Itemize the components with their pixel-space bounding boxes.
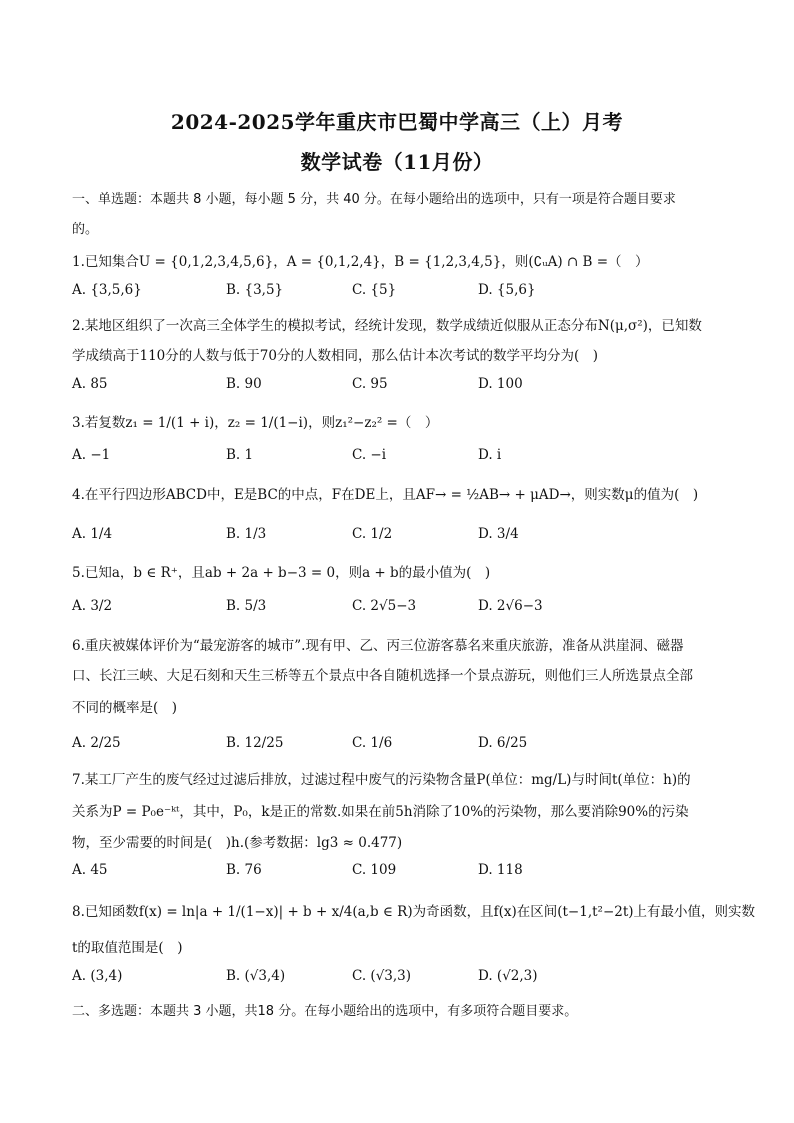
q2-option-a: A. 85 [72,376,108,392]
section1-heading-line1: 一、单选题：本题共 8 小题，每小题 5 分，共 40 分。在每小题给出的选项中，只有一项是符合题目要求 [72,192,676,207]
q8-option-b: B. (√3,4) [226,968,286,984]
q7-stem-line3: 物，至少需要的时间是( )h.(参考数据：lg3 ≈ 0.477) [72,835,403,851]
q6-stem-line3: 不同的概率是( ) [72,700,178,716]
q8-stem-line1: 8.已知函数f(x) = ln|a + 1/(1−x)| + b + x/4(a,b ∈ R)为奇函数，且f(x)在区间(t−1,t²−2t)上有最小值，则实数 [72,904,756,920]
q8-stem-line2: t的取值范围是( ) [72,940,183,956]
q6-stem-line1: 6.重庆被媒体评价为“最宠游客的城市”.现有甲、乙、丙三位游客慕名来重庆旅游，准备从洪崖洞、磁器 [72,638,684,654]
q6-option-a: A. 2/25 [72,735,121,751]
q7-option-c: C. 109 [352,862,397,878]
q7-option-a: A. 45 [72,862,108,878]
q7-option-b: B. 76 [226,862,262,878]
q8-option-a: A. (3,4) [72,968,123,984]
q2-option-c: C. 95 [352,376,388,392]
q5-option-a: A. 3/2 [72,598,113,614]
q7-stem-line2: 关系为P = P₀e⁻ᵏᵗ，其中，P₀，k是正的常数.如果在前5h消除了10%的污染物，那么要消除90%的污染 [72,804,689,820]
page-subtitle: 数学试卷（11月份） [300,150,494,174]
q5-option-d: D. 2√6−3 [478,598,543,614]
q2-stem-line1: 2.某地区组织了一次高三全体学生的模拟考试，经统计发现，数学成绩近似服从正态分布N(μ,σ²)，已知数 [72,318,702,334]
q3-option-b: B. 1 [226,447,254,463]
q3-option-c: C. −i [352,447,387,463]
q4-stem: 4.在平行四边形ABCD中，E是BC的中点，F在DE上，且AF→ = ½AB→ + μAD→，则实数μ的值为( ) [72,487,699,503]
q2-option-b: B. 90 [226,376,262,392]
q1-option-c: C. {5} [352,282,397,298]
q7-stem-line1: 7.某工厂产生的废气经过过滤后排放，过滤过程中废气的污染物含量P(单位：mg/L)与时间t(单位：h)的 [72,772,691,788]
q1-option-d: D. {5,6} [478,282,536,298]
q6-option-c: C. 1/6 [352,735,393,751]
q5-stem: 5.已知a，b ∈ R⁺，且ab + 2a + b−3 = 0，则a + b的最小值为( ) [72,565,491,581]
q3-stem: 3.若复数z₁ = 1/(1 + i)，z₂ = 1/(1−i)，则z₁²−z₂² =（ ） [72,415,439,431]
q8-option-c: C. (√3,3) [352,968,412,984]
q2-stem-line2: 学成绩高于110分的人数与低于70分的人数相同，那么估计本次考试的数学平均分为( ) [72,348,598,364]
q3-option-a: A. −1 [72,447,111,463]
section1-heading-line2: 的。 [72,222,99,237]
q6-stem-line2: 口、长江三峡、大足石刻和天生三桥等五个景点中各自随机选择一个景点游玩，则他们三人所选景点全部 [72,668,693,684]
q1-stem: 1.已知集合U = {0,1,2,3,4,5,6}，A = {0,1,2,4}，B = {1,2,3,4,5}，则(∁ᵤA) ∩ B =（ ） [72,254,649,270]
q3-option-d: D. i [478,447,502,463]
q1-option-b: B. {3,5} [226,282,284,298]
q8-option-d: D. (√2,3) [478,968,538,984]
q4-option-a: A. 1/4 [72,526,113,542]
q4-option-c: C. 1/2 [352,526,393,542]
q4-option-b: B. 1/3 [226,526,267,542]
q4-option-d: D. 3/4 [478,526,519,542]
q7-option-d: D. 118 [478,862,523,878]
q1-option-a: A. {3,5,6} [72,282,142,298]
q6-option-b: B. 12/25 [226,735,284,751]
page-title: 2024-2025学年重庆市巴蜀中学高三（上）月考 [170,110,624,134]
q5-option-b: B. 5/3 [226,598,267,614]
q5-option-c: C. 2√5−3 [352,598,417,614]
section2-heading: 二、多选题：本题共 3 小题，共18 分。在每小题给出的选项中，有多项符合题目要求。 [72,1004,578,1019]
q2-option-d: D. 100 [478,376,523,392]
q6-option-d: D. 6/25 [478,735,528,751]
